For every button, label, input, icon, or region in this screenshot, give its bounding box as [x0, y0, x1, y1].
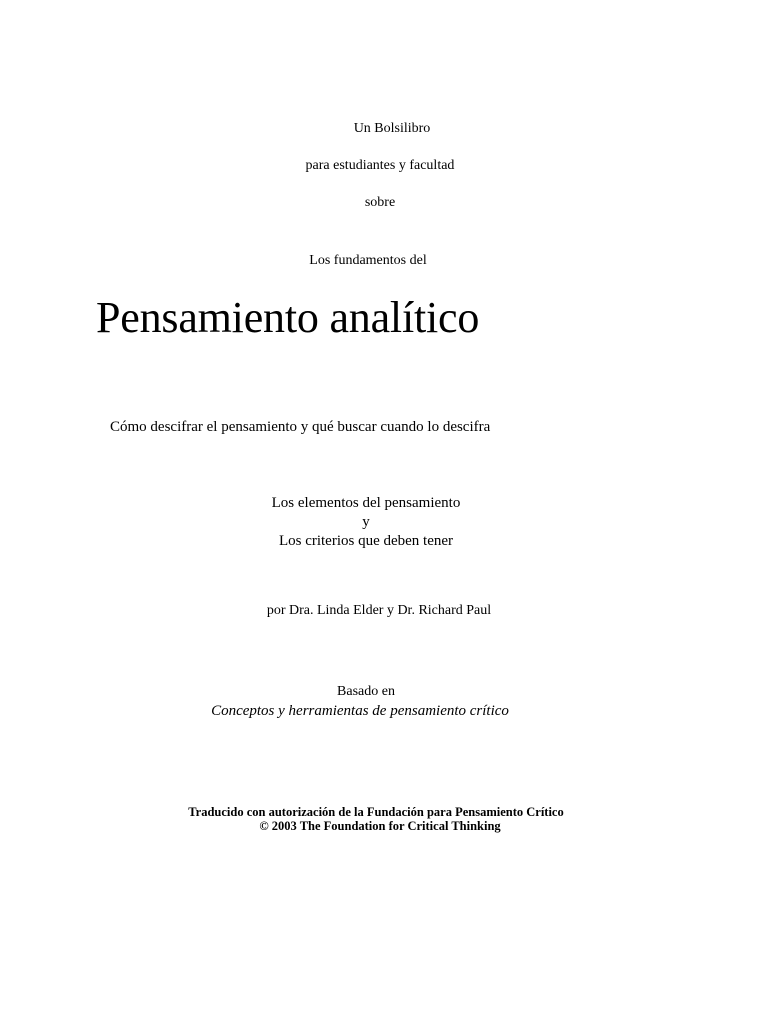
book-title: Pensamiento analítico — [96, 293, 480, 342]
authors-line: por Dra. Linda Elder y Dr. Richard Paul — [266, 603, 492, 618]
translation-note: Traducido con autorización de la Fundación para Pensamiento Crítico — [188, 805, 564, 819]
conjunction-line: y — [362, 514, 370, 530]
based-on-title: Conceptos y herramientas de pensamiento crítico — [211, 703, 509, 719]
series-line: Un Bolsilibro — [353, 121, 431, 136]
based-on-label: Basado en — [337, 684, 395, 699]
elements-line: Los elementos del pensamiento — [271, 495, 461, 511]
book-subtitle: Cómo descifrar el pensamiento y qué buscar cuando lo descifra — [110, 419, 491, 435]
fundamentals-line: Los fundamentos del — [309, 253, 427, 268]
criteria-line: Los criterios que deben tener — [278, 533, 454, 549]
audience-line: para estudiantes y facultad — [305, 158, 455, 173]
copyright-notice: © 2003 The Foundation for Critical Thinking — [259, 819, 501, 833]
about-line: sobre — [364, 195, 396, 210]
